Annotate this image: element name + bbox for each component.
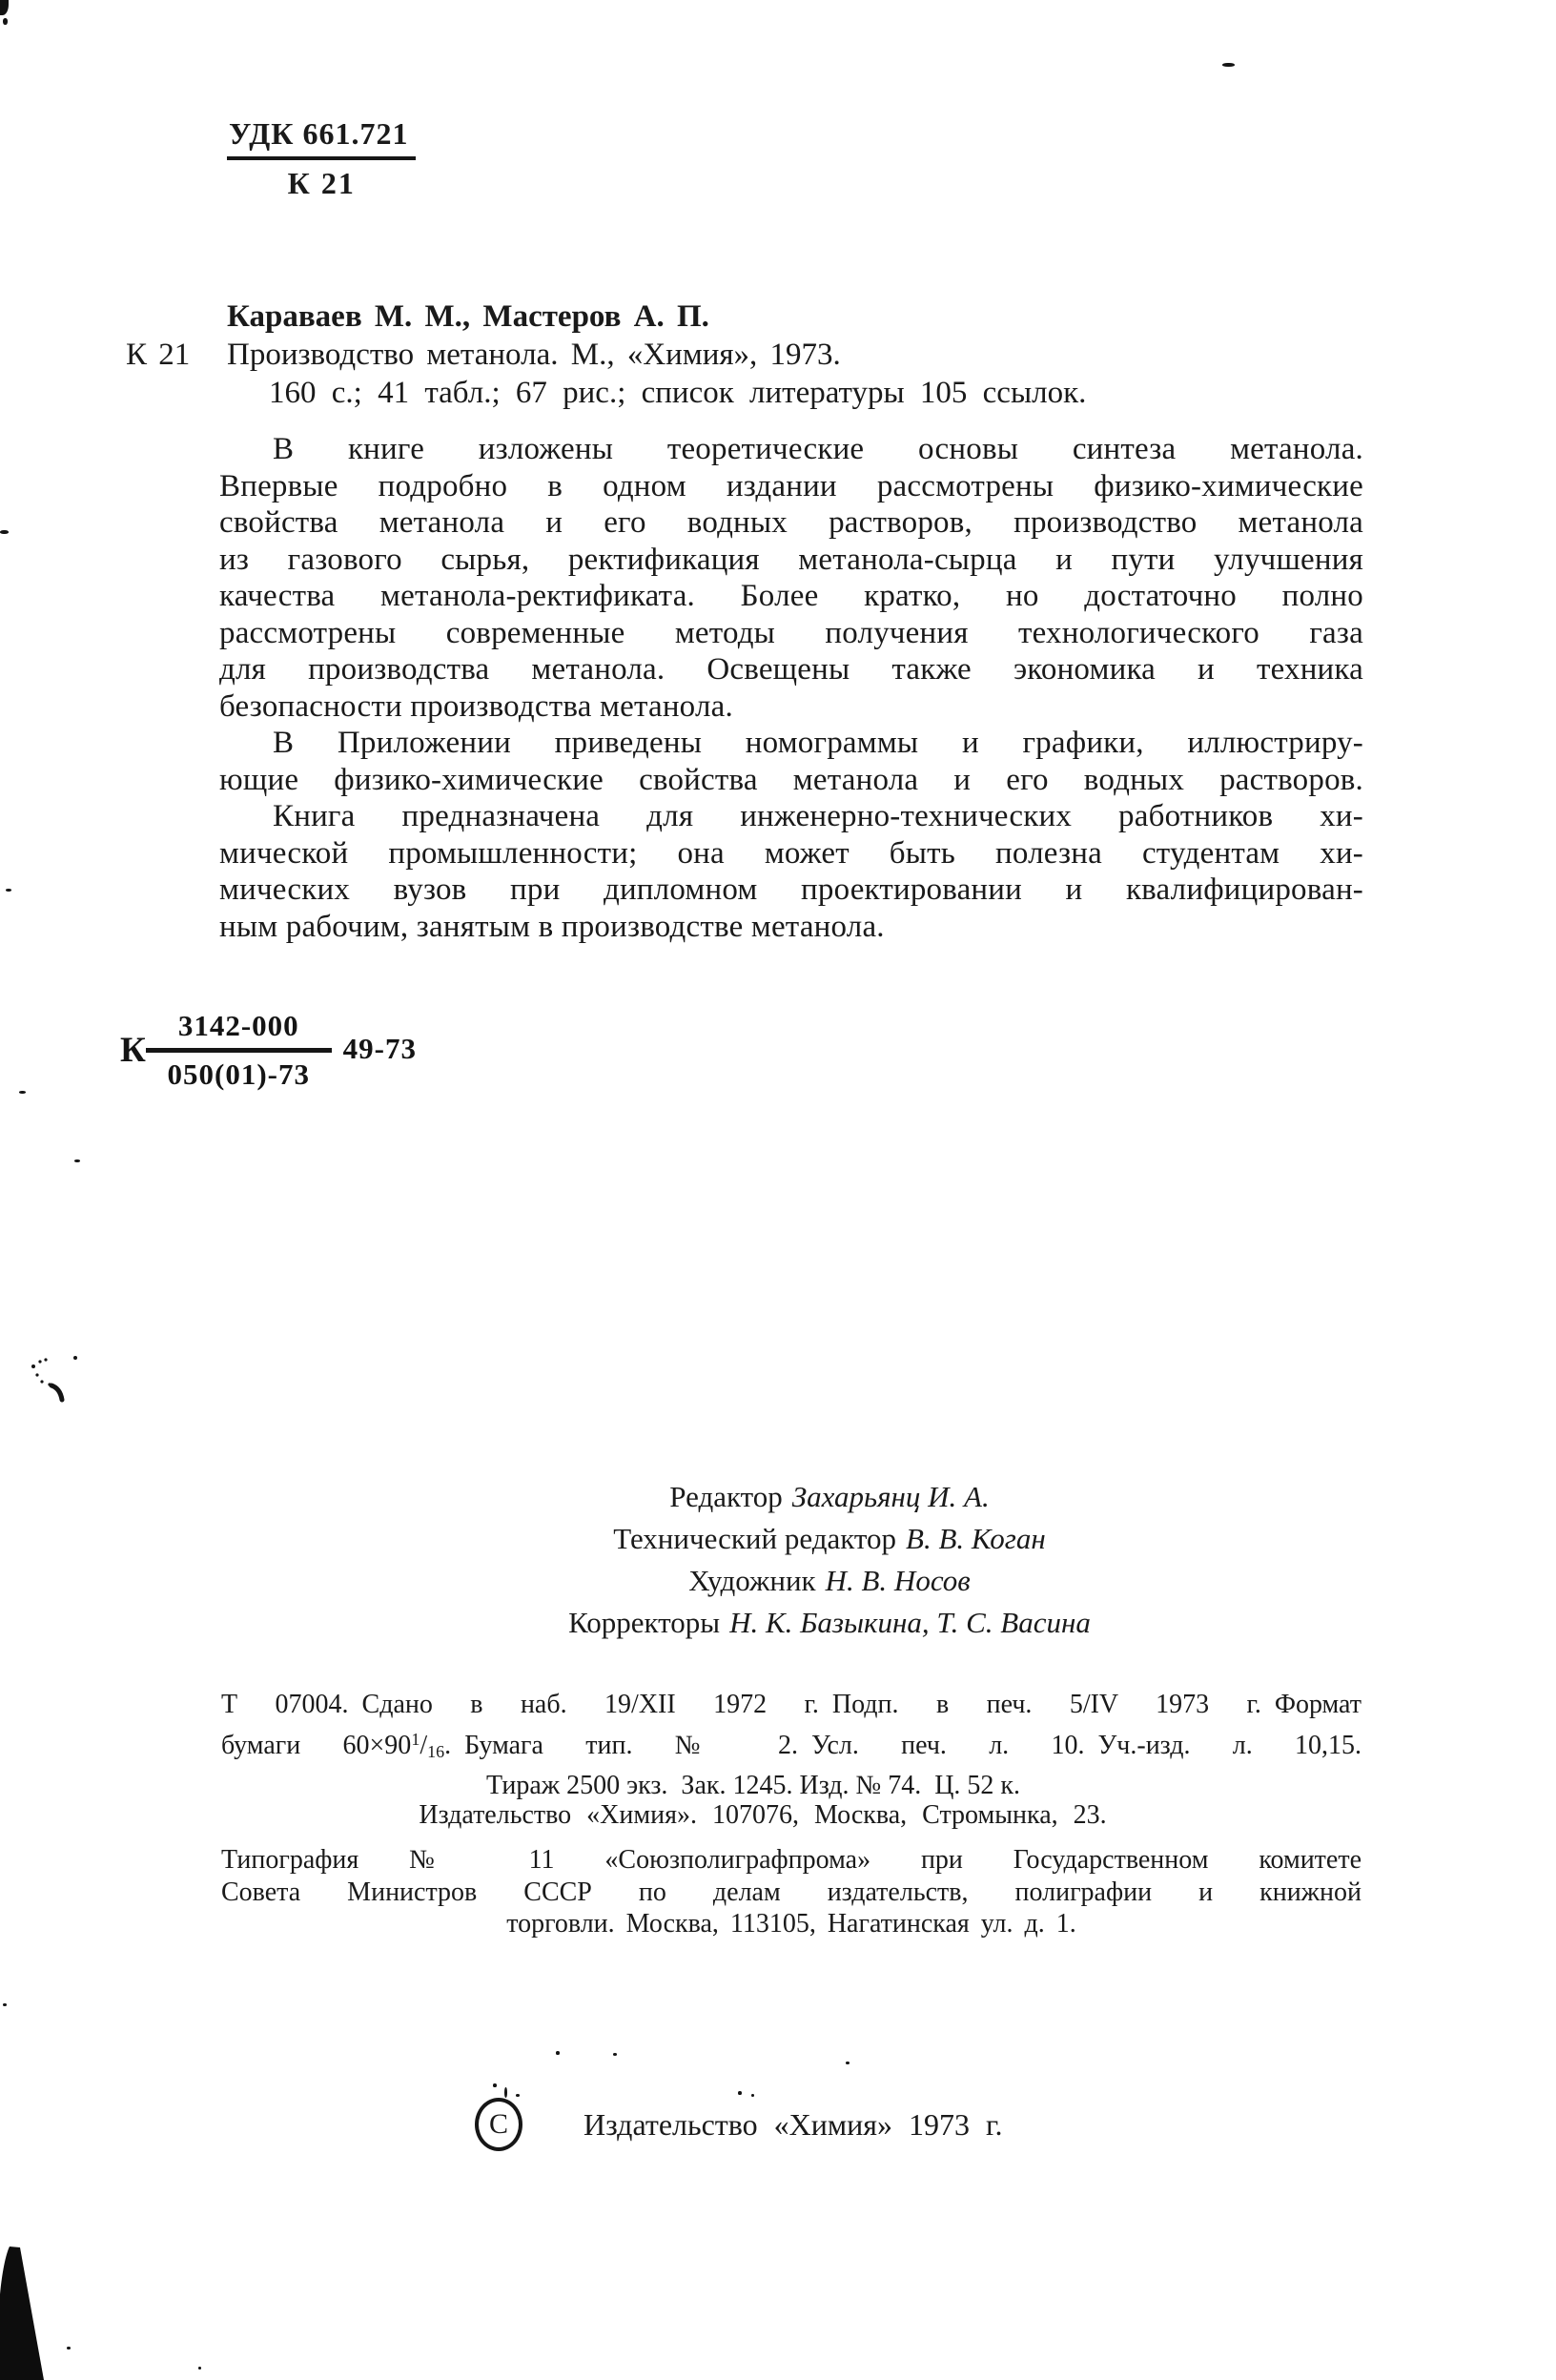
staff-role: Технический редактор <box>613 1522 897 1555</box>
scan-speck <box>19 1091 26 1094</box>
udc-number: УДК 661.721 <box>227 116 416 160</box>
publisher-address-line: Издательство «Химия». 107076, Москва, Стромынка, 23. <box>419 1800 1107 1830</box>
printing-house-line: Совета Министров СССР по делам издательств, полиграфии и книжной <box>221 1877 1362 1907</box>
staff-role: Редактор <box>669 1480 783 1513</box>
annotation-line: Книга предназначена для инженерно-технических работников хи- <box>273 799 1363 833</box>
staff-role: Художник <box>688 1564 816 1597</box>
copyright-text: Издательство «Химия» 1973 г. <box>584 2106 1003 2142</box>
staff-credits <box>248 1476 1411 1644</box>
annotation-line: В Приложении приведены номограммы и графики, иллюстриру- <box>273 726 1363 760</box>
annotation-line: мических вузов при дипломном проектировании и квалифицирован- <box>219 872 1363 907</box>
scan-speck <box>198 2367 201 2370</box>
copyright-notice <box>475 2098 1003 2151</box>
staff-name: В. В. Коган <box>906 1522 1046 1555</box>
scan-speck <box>3 2003 7 2006</box>
index-suffix: 49-73 <box>342 1031 417 1065</box>
scan-speck <box>738 2091 742 2095</box>
imprint-line-rest: . Бумага тип. № 2. Усл. печ. л. 10. Уч.-изд. л. 10,15. <box>444 1731 1362 1760</box>
scan-speck <box>613 2053 617 2056</box>
annotation-line: Впервые подробно в одном издании рассмотрены физико-химические <box>219 468 1363 503</box>
author-line: Караваев М. М., Мастеров А. П. <box>227 299 709 334</box>
staff-line <box>248 1518 1411 1560</box>
annotation-line: качества метанола-ректификата. Более кратко, но достаточно полно <box>219 579 1363 613</box>
scan-speck <box>556 2051 560 2055</box>
staff-line <box>248 1476 1411 1518</box>
index-denominator: 050(01)-73 <box>167 1057 310 1091</box>
annotation-line: рассмотрены современные методы получения технологического газа <box>219 615 1363 650</box>
collation-line: 160 с.; 41 табл.; 67 рис.; список литературы 105 ссылок. <box>269 376 1087 410</box>
format-slash: / <box>420 1731 428 1760</box>
annotation-paragraph <box>219 431 1363 725</box>
copyright-symbol-icon: С <box>475 2098 522 2151</box>
scan-speck <box>846 2062 850 2064</box>
scan-speck <box>6 889 11 892</box>
staff-name: Захарьянц И. А. <box>791 1480 990 1513</box>
imprint-line: Т 07004. Сдано в наб. 19/XII 1972 г. Подп. в печ. 5/IV 1973 г. Формат <box>221 1690 1362 1719</box>
udc-code: К 21 <box>287 166 356 200</box>
catalog-index-formula <box>120 1009 417 1092</box>
staff-role: Корректоры <box>568 1606 721 1639</box>
printing-house-block <box>221 1844 1362 1940</box>
pencil-mark-artifact <box>27 1352 82 1407</box>
index-prefix: К <box>120 1031 146 1070</box>
annotation-paragraph <box>219 798 1363 945</box>
staff-line <box>248 1560 1411 1602</box>
annotation-line: для производства метанола. Освещены также экономика и техника <box>219 652 1363 687</box>
annotation-line: В книге изложены теоретические основы синтеза метанола. <box>273 432 1363 466</box>
scan-speck <box>3 18 8 25</box>
format-subscript: 16 <box>427 1742 445 1761</box>
scan-speck <box>1222 63 1235 67</box>
annotation-line: из газового сырья, ректификация метанола-сырца и пути улучшения <box>219 542 1363 577</box>
annotation-line: мической промышленности; она может быть полезна студентам хи- <box>219 835 1363 871</box>
staff-line <box>248 1602 1411 1644</box>
scan-speck <box>751 2094 754 2097</box>
annotation-block <box>219 431 1363 945</box>
printing-house-line: торговли. Москва, 113105, Нагатинская ул. д. 1. <box>506 1909 1076 1939</box>
scan-speck <box>504 2087 507 2098</box>
printing-house-line: Типография № 11 «Союзполиграфпрома» при Государственном комитете <box>221 1845 1362 1875</box>
format-superscript: 1 <box>411 1730 420 1749</box>
imprint-line: Тираж 2500 экз. Зак. 1245. Изд. № 74. Ц. 52 к. <box>485 1771 1021 1800</box>
scan-speck <box>67 2347 71 2349</box>
annotation-line: свойства метанола и его водных растворов, производство метанола <box>219 505 1363 540</box>
title-line: Производство метанола. М., «Химия», 1973. <box>227 338 841 372</box>
scan-speck <box>0 530 9 534</box>
scan-speck <box>0 0 9 15</box>
annotation-line: ным рабочим, занятым в производстве метанола. <box>219 909 885 944</box>
scan-speck <box>493 2083 497 2087</box>
imprint-block <box>221 1688 1362 1803</box>
udc-classification <box>227 116 416 200</box>
annotation-paragraph <box>219 725 1363 798</box>
entry-index-code: К 21 <box>126 338 191 372</box>
staff-name: Н. В. Носов <box>825 1564 971 1597</box>
annotation-line: безопасности производства метанола. <box>219 688 733 724</box>
scan-speck <box>74 1159 80 1162</box>
imprint-line <box>221 1722 1362 1769</box>
paper-format-text: бумаги 60×90 <box>221 1731 412 1760</box>
index-fraction <box>146 1009 332 1092</box>
scan-shadow-artifact <box>0 2247 46 2380</box>
annotation-line: ющие физико-химические свойства метанола и его водных растворов. <box>219 762 1363 797</box>
index-numerator: 3142-000 <box>146 1009 332 1053</box>
scan-speck <box>516 2094 520 2097</box>
staff-name: Н. К. Базыкина, Т. С. Васина <box>729 1606 1091 1639</box>
